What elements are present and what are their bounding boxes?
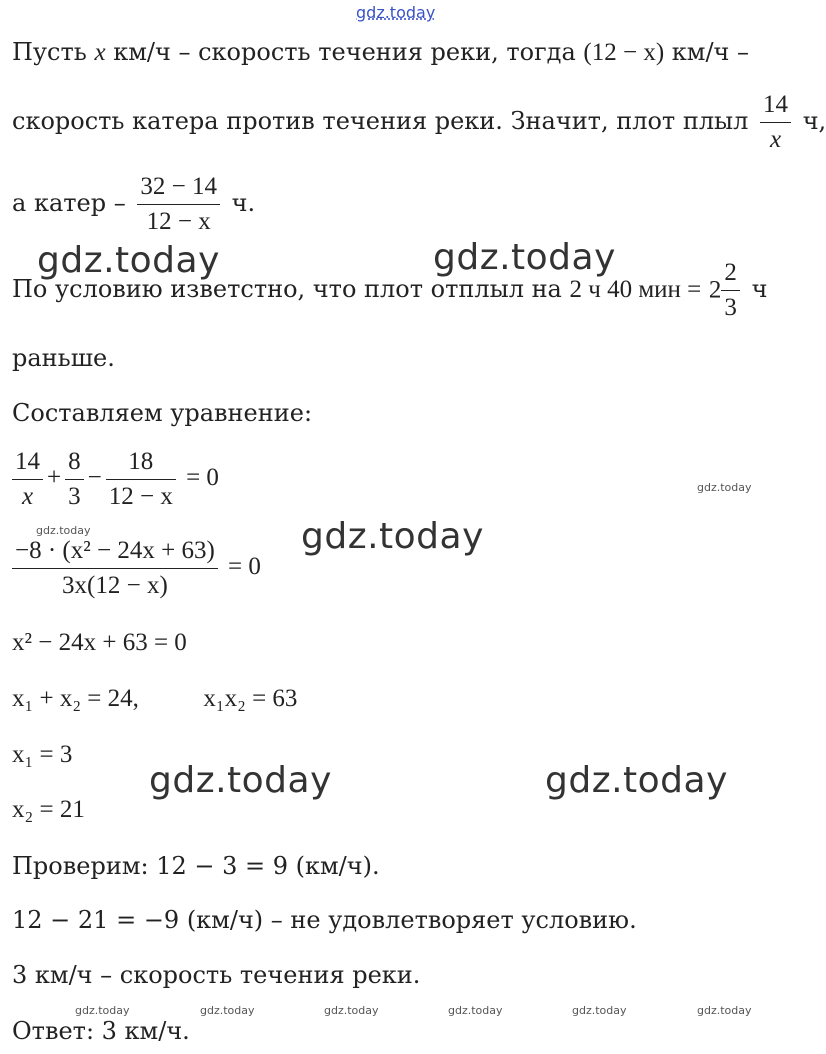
- watermark-big: gdz.today: [545, 760, 728, 801]
- watermark-big: gdz.today: [37, 240, 220, 281]
- line-3: [12, 170, 255, 239]
- watermark-big: gdz.today: [301, 516, 484, 557]
- fraction-14-over-x: [760, 88, 791, 157]
- eq1-fraction-1: [12, 445, 43, 514]
- answer: Ответ: 3 км/ч.: [12, 1017, 190, 1045]
- equation-root-1: x₁ = 3: [12, 741, 73, 768]
- fraction-denominator: x: [21, 483, 34, 510]
- line-1: [12, 37, 749, 68]
- equation-1: [12, 445, 219, 514]
- eq2-fraction: [12, 534, 218, 603]
- check-1: Проверим: 12 − 3 = 9 (км/ч).: [12, 852, 380, 880]
- eq2-rhs: = 0: [228, 553, 261, 581]
- eq1-fraction-3: [106, 445, 176, 514]
- conclusion: 3 км/ч – скорость течения реки.: [12, 961, 421, 989]
- mixed-fraction: [721, 256, 740, 325]
- line-5: раньше.: [12, 344, 115, 372]
- line-2-text: скорость катера против течения реки. Значит, плот плыл: [12, 107, 749, 135]
- watermark-small: gdz.today: [697, 1004, 752, 1017]
- equation-3: x² − 24x + 63 = 0: [12, 629, 187, 656]
- watermark-small: gdz.today: [448, 1004, 503, 1017]
- fraction-numerator: 2: [721, 256, 740, 291]
- fraction-numerator: 32 − 14: [137, 170, 220, 205]
- eq1-rhs: = 0: [186, 464, 219, 492]
- eq1-fraction-2: [65, 445, 84, 514]
- fraction-denominator: x: [769, 126, 782, 153]
- watermark-small: gdz.today: [200, 1004, 255, 1017]
- line-1-expr: (12 − x): [583, 39, 665, 66]
- equation-2: [12, 534, 261, 603]
- line-4-time: 2 ч 40 мин =: [569, 276, 702, 303]
- line-4-text: По условию изветстно, что плот отплыл на: [12, 275, 562, 303]
- line-3-unit: ч.: [231, 189, 256, 217]
- equation-4: [12, 684, 297, 714]
- check-2: 12 − 21 = −9 (км/ч) – не удовлетворяет условию.: [12, 906, 637, 934]
- line-2-unit: ч,: [802, 107, 826, 135]
- fraction-numerator: 18: [106, 445, 176, 480]
- equation-root-2: x₂ = 21: [12, 796, 85, 823]
- fraction-numerator: 8: [65, 445, 84, 480]
- fraction-denominator: 12 − x: [108, 483, 173, 510]
- line-3-text: а катер: [12, 189, 107, 217]
- watermark-small: gdz.today: [697, 481, 752, 494]
- mixed-number: [709, 256, 744, 325]
- line-1-text-c: км/ч –: [671, 38, 750, 66]
- line-4-unit: ч: [751, 275, 768, 303]
- watermark-top: gdz.today: [356, 3, 436, 22]
- line-6: Составляем уравнение:: [12, 399, 313, 427]
- line-1-text-b: км/ч – скорость течения реки, тогда: [113, 38, 576, 66]
- watermark-small: gdz.today: [324, 1004, 379, 1017]
- eq1-op-plus: +: [47, 464, 62, 492]
- watermark-big: gdz.today: [149, 760, 332, 801]
- eq4-sum: x₁ + x₂ = 24,: [12, 685, 139, 712]
- fraction-denominator: 3: [724, 294, 737, 321]
- watermark-big: gdz.today: [433, 237, 616, 278]
- fraction-numerator: −8 · (x² − 24x + 63): [12, 534, 218, 569]
- line-2: [12, 88, 826, 157]
- fraction-numerator: 14: [12, 445, 43, 480]
- fraction-boat-time: [137, 170, 220, 239]
- watermark-small: gdz.today: [36, 524, 91, 537]
- fraction-denominator: 3x(12 − x): [62, 572, 168, 599]
- fraction-denominator: 3: [68, 483, 81, 510]
- eq4-product: x₁x₂ = 63: [203, 685, 298, 712]
- line-1-var: x: [94, 39, 106, 66]
- fraction-numerator: 14: [760, 88, 791, 123]
- eq1-op-minus: −: [87, 464, 102, 492]
- mixed-whole: 2: [708, 276, 722, 304]
- watermark-small: gdz.today: [572, 1004, 627, 1017]
- line-1-text-a: Пусть: [12, 38, 87, 66]
- watermark-small: gdz.today: [75, 1004, 130, 1017]
- fraction-denominator: 12 − x: [146, 208, 211, 235]
- line-3-dash: –: [113, 189, 126, 217]
